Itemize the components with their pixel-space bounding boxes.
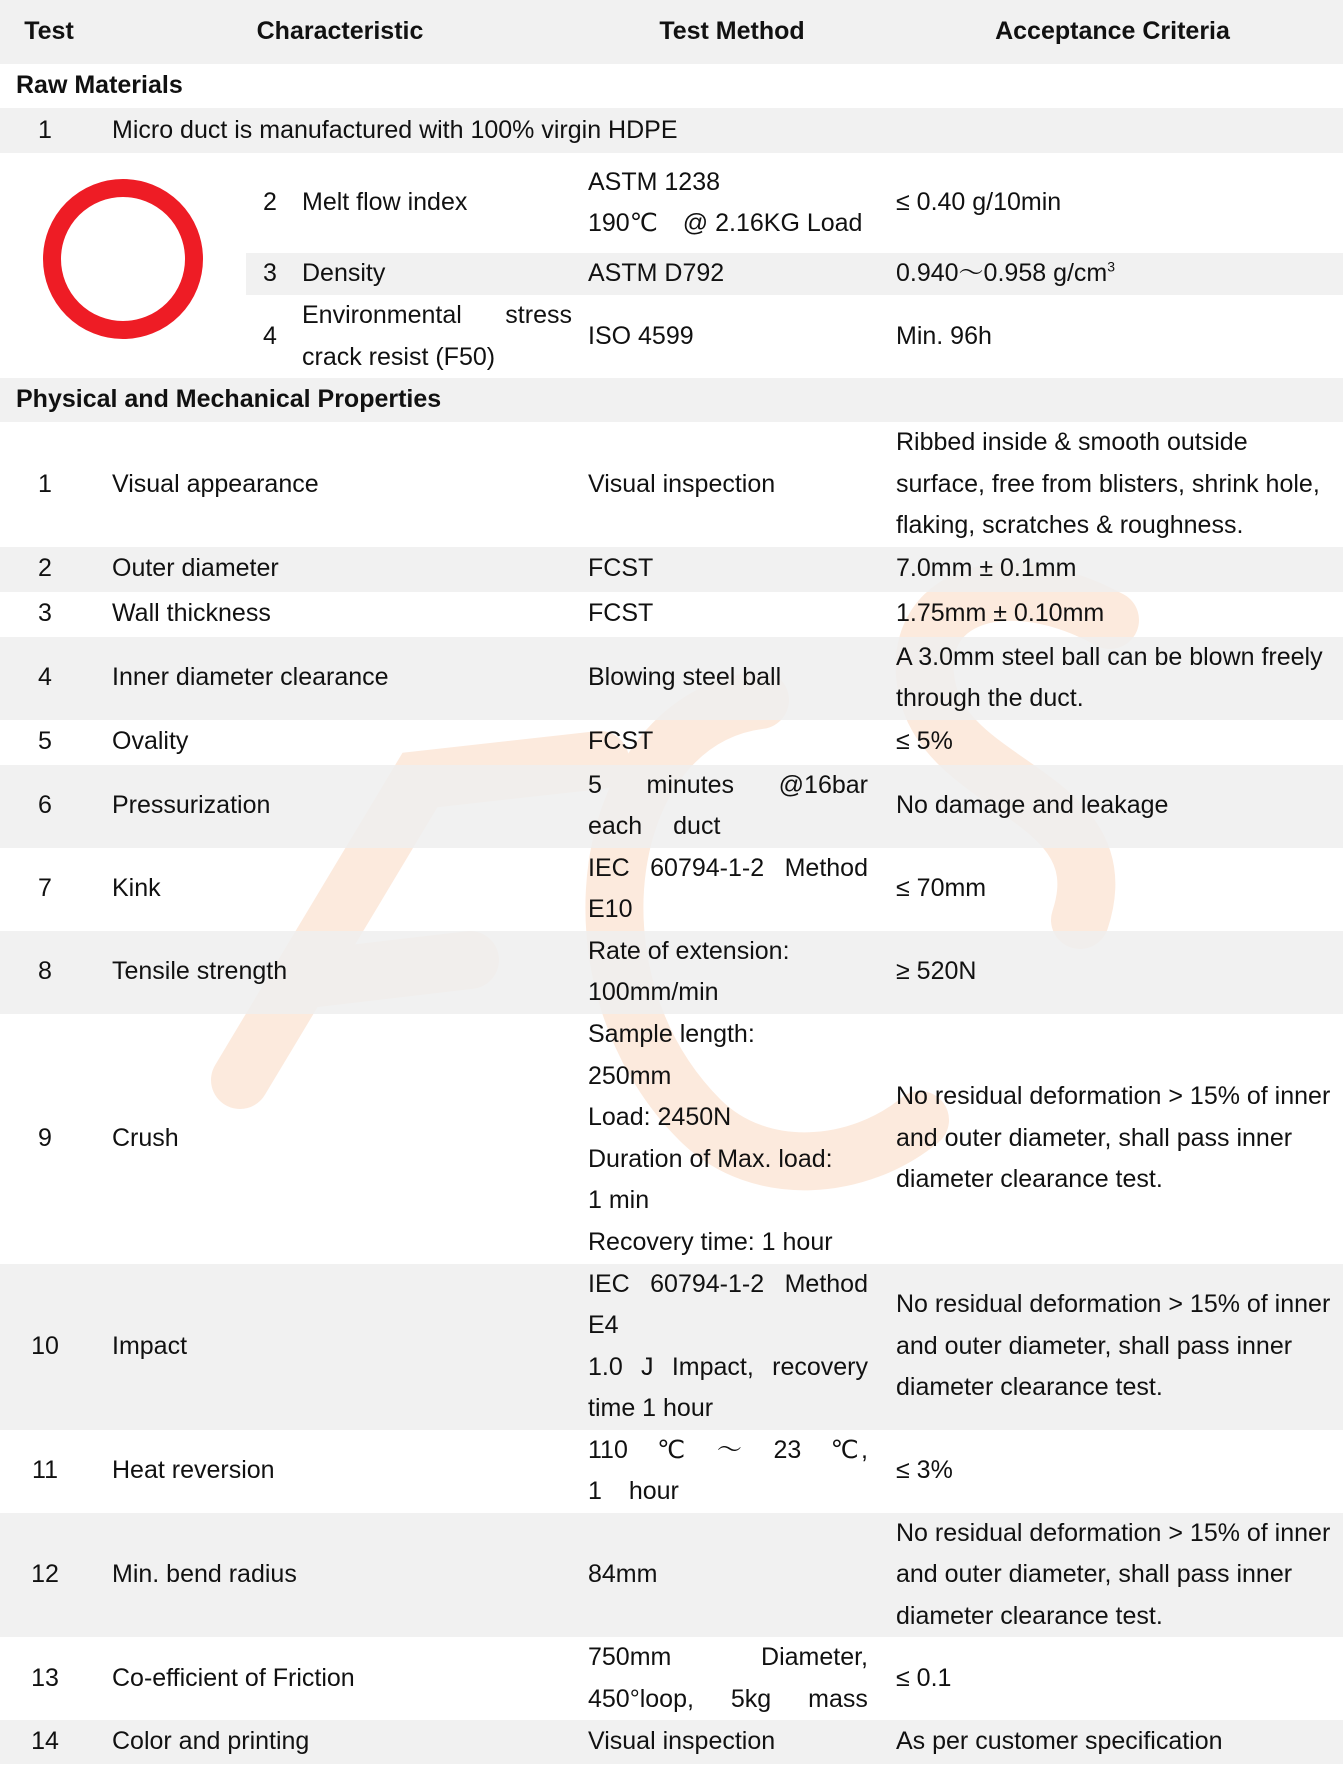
phys-num-6: 6 (0, 765, 98, 848)
phys-method-1: Visual inspection (588, 469, 776, 498)
phys-method-9-line6: Recovery time: 1 hour (588, 1227, 833, 1256)
raw-method-2-line1: ASTM 1238 (588, 167, 721, 196)
raw-num-2: 2 (263, 188, 277, 217)
raw-method-2-line2: 190℃ @ 2.16KG Load (588, 209, 863, 237)
phys-method-9-line3: Load: 2450N (588, 1103, 732, 1131)
raw-sub-4-inner (246, 295, 582, 378)
phys-row-9 (0, 1014, 1343, 1264)
raw-row-1 (0, 108, 1343, 153)
phys-method-11: 110 ℃ ～ 23 ℃, 1 hour (588, 1435, 868, 1505)
raw-text-1: Micro duct is manufactured with 100% virgin HDPE (98, 108, 1343, 153)
raw-criteria-2: ≤ 0.40 g/10min (896, 188, 1062, 217)
phys-row-11 (0, 1430, 1343, 1513)
phys-num-2: 2 (0, 547, 98, 592)
phys-criteria-12: No residual deformation > 15% of inner and outer diameter, shall pass inner diameter clearance test. (882, 1513, 1343, 1638)
section-title-physical: Physical and Mechanical Properties (0, 378, 1343, 422)
raw-char-2: Melt flow index (302, 188, 468, 217)
phys-row-1 (0, 422, 1343, 547)
phys-criteria-6: No damage and leakage (882, 765, 1343, 848)
raw-char-4: Environmental stress crack resist (F50) (302, 301, 572, 371)
phys-num-10: 10 (0, 1264, 98, 1430)
phys-criteria-8: ≥ 520N (882, 931, 1343, 1014)
phys-method-6: 5 minutes @16bar each duct (582, 765, 882, 848)
phys-num-12: 12 (0, 1513, 98, 1638)
raw-criteria-3-text: 0.940～0.958 g/cm (896, 259, 1108, 288)
phys-criteria-4: A 3.0mm steel ball can be blown freely through the duct. (882, 637, 1343, 720)
phys-method-8: Rate of extension: 100mm/min (582, 931, 882, 1014)
raw-num-3: 3 (263, 259, 277, 288)
phys-char-8: Tensile strength (98, 931, 582, 1014)
raw-row-2 (0, 153, 1343, 253)
phys-char-4: Inner diameter clearance (98, 637, 582, 720)
phys-char-12: Min. bend radius (98, 1513, 582, 1638)
raw-criteria-3 (882, 253, 1343, 295)
raw-sub-2 (246, 153, 582, 253)
phys-char-5: Ovality (112, 727, 189, 756)
phys-method-9-line2: 250mm (588, 1061, 672, 1090)
raw-sub-3-inner (246, 253, 582, 295)
phys-criteria-10: No residual deformation > 15% of inner and outer diameter, shall pass inner diameter clearance test. (882, 1264, 1343, 1430)
phys-row-8 (0, 931, 1343, 1014)
section-raw-materials (0, 64, 1343, 108)
phys-row-10 (0, 1264, 1343, 1430)
red-ring-icon (38, 174, 208, 344)
phys-char-11: Heat reversion (112, 1456, 275, 1485)
phys-criteria-11: ≤ 3% (896, 1456, 953, 1485)
phys-row-5 (0, 720, 1343, 765)
raw-method-4: ISO 4599 (588, 321, 694, 350)
phys-row-14 (0, 1720, 1343, 1764)
header-row (0, 0, 1343, 64)
ring-cell (0, 153, 246, 378)
phys-method-13: 750mm Diameter, 450°loop, 5kg mass (588, 1643, 868, 1713)
raw-sub-2-inner (246, 182, 582, 224)
phys-char-2: Outer diameter (98, 547, 582, 592)
phys-num-9: 9 (38, 1123, 52, 1152)
phys-criteria-13: ≤ 0.1 (896, 1663, 952, 1692)
phys-row-2 (0, 547, 1343, 592)
raw-sub-3 (246, 253, 582, 295)
phys-row-13 (0, 1637, 1343, 1720)
phys-method-7: IEC 60794-1-2 Method E10 (588, 853, 868, 923)
raw-num-4: 4 (263, 321, 277, 350)
raw-method-3: ASTM D792 (582, 253, 882, 295)
phys-method-10-line2: 1.0 J Impact, recovery time 1 hour (588, 1352, 868, 1422)
phys-char-3: Wall thickness (112, 599, 271, 628)
section-title-raw-materials: Raw Materials (16, 71, 183, 100)
phys-num-4: 4 (0, 637, 98, 720)
header-test: Test (0, 0, 98, 64)
raw-criteria-3-sup: 3 (1107, 258, 1116, 275)
phys-num-5: 5 (38, 727, 52, 756)
phys-num-3: 3 (38, 599, 52, 628)
phys-method-12: 84mm (582, 1513, 882, 1638)
phys-num-7: 7 (38, 874, 52, 903)
phys-method-9-line1: Sample length: (588, 1020, 755, 1048)
phys-method-2: FCST (582, 547, 882, 592)
phys-num-14: 14 (0, 1720, 98, 1764)
phys-method-10 (582, 1264, 882, 1430)
raw-method-2 (582, 153, 882, 253)
phys-criteria-2: 7.0mm ± 0.1mm (882, 547, 1343, 592)
phys-row-7 (0, 848, 1343, 931)
phys-method-14: Visual inspection (582, 1720, 882, 1764)
phys-criteria-1: Ribbed inside & smooth outside surface, free from blisters, shrink hole, flaking, scratches & roughness. (896, 428, 1320, 539)
phys-criteria-9: No residual deformation > 15% of inner and outer diameter, shall pass inner diameter clearance test. (896, 1082, 1331, 1194)
phys-method-3: FCST (588, 599, 654, 628)
phys-criteria-3: 1.75mm ± 0.10mm (896, 599, 1105, 628)
phys-row-12 (0, 1513, 1343, 1638)
phys-method-5: FCST (588, 727, 654, 756)
phys-char-1: Visual appearance (112, 469, 319, 498)
phys-num-1: 1 (38, 469, 52, 498)
phys-num-8: 8 (0, 931, 98, 1014)
phys-method-9-line4: Duration of Max. load: (588, 1144, 833, 1173)
phys-criteria-7: ≤ 70mm (896, 874, 987, 903)
phys-method-4: Blowing steel ball (582, 637, 882, 720)
phys-method-9-line5: 1 min (588, 1186, 650, 1214)
phys-char-13: Co-efficient of Friction (112, 1663, 355, 1692)
raw-sub-4 (246, 295, 582, 378)
phys-char-14: Color and printing (98, 1720, 582, 1764)
phys-row-6 (0, 765, 1343, 848)
phys-method-10-line1: IEC 60794-1-2 Method E4 (588, 1269, 868, 1339)
phys-char-10: Impact (98, 1264, 582, 1430)
phys-char-9: Crush (112, 1123, 179, 1152)
header-method: Test Method (582, 0, 882, 64)
phys-char-6: Pressurization (98, 765, 582, 848)
phys-criteria-14: As per customer specification (882, 1720, 1343, 1764)
header-characteristic: Characteristic (98, 0, 582, 64)
raw-num-1: 1 (0, 108, 98, 153)
phys-num-11: 11 (32, 1456, 58, 1485)
raw-criteria-4: Min. 96h (896, 321, 992, 350)
phys-criteria-5: ≤ 5% (896, 727, 953, 756)
phys-num-13: 13 (31, 1663, 59, 1692)
phys-method-9 (582, 1014, 882, 1264)
section-physical (0, 378, 1343, 422)
raw-char-3: Density (302, 259, 386, 288)
phys-row-4 (0, 637, 1343, 720)
phys-char-7: Kink (112, 874, 161, 903)
phys-row-3 (0, 592, 1343, 637)
header-criteria: Acceptance Criteria (882, 0, 1343, 64)
